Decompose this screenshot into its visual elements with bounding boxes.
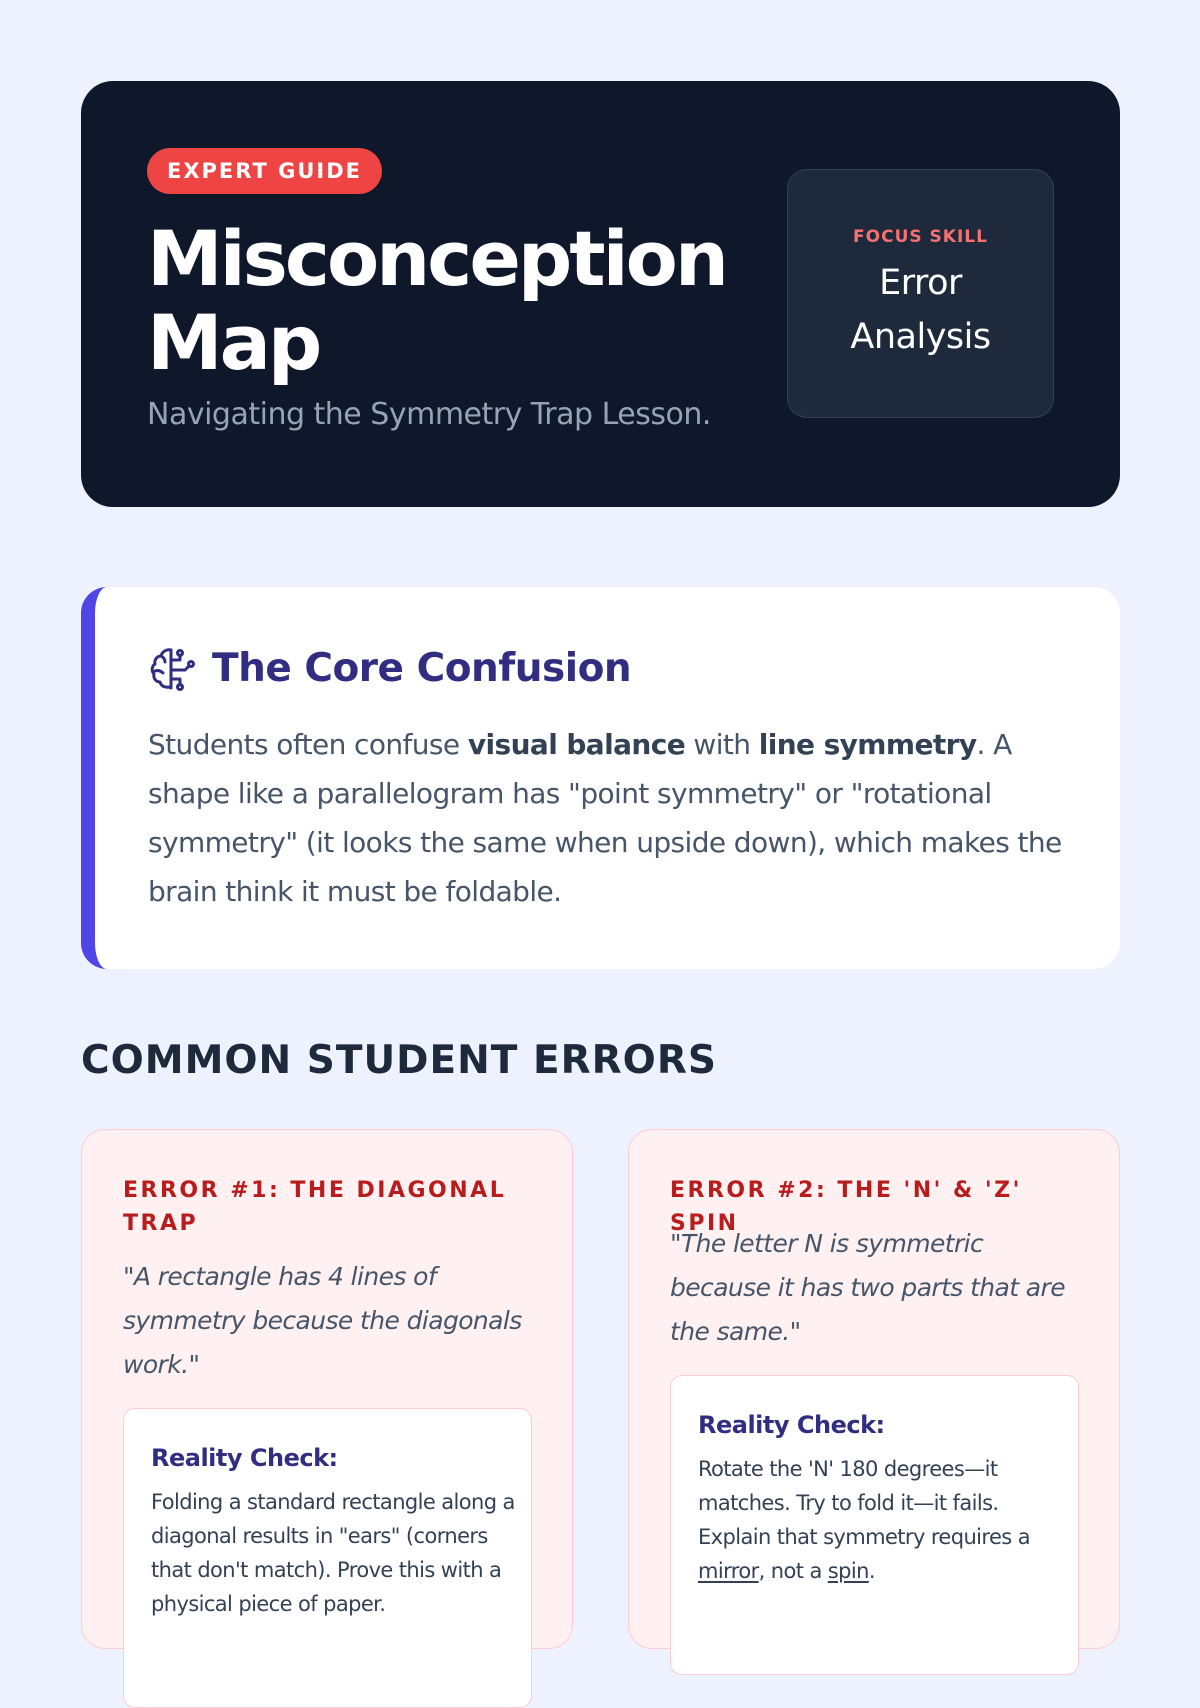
reality-text-part3: . bbox=[868, 1559, 875, 1583]
common-errors-heading: COMMON STUDENT ERRORS bbox=[81, 1038, 717, 1083]
focus-skill-label: FOCUS SKILL bbox=[853, 227, 988, 247]
error-card-1 bbox=[81, 1129, 573, 1649]
reality-check-box bbox=[670, 1375, 1079, 1675]
page-title-line2: Map bbox=[147, 298, 320, 387]
core-confusion-card bbox=[81, 587, 1120, 969]
core-text-part3: . A shape like a parallelogram has "point symmetry" or "rotational symmetry" (it looks the same when upside down), which makes the brain think it must be foldable. bbox=[148, 728, 1062, 908]
focus-skill-card bbox=[787, 169, 1054, 418]
hero-banner bbox=[81, 81, 1120, 507]
error-card-quote: "A rectangle has 4 lines of symmetry because the diagonals work." bbox=[123, 1262, 522, 1379]
error-card-2 bbox=[628, 1129, 1120, 1649]
brain-icon bbox=[148, 644, 198, 694]
core-text-part1: Students often confuse bbox=[148, 728, 468, 761]
focus-skill-value-line1: Error bbox=[879, 263, 962, 303]
reality-check-text bbox=[698, 1452, 1063, 1588]
error-card-title: ERROR #1: THE DIAGONAL TRAP bbox=[123, 1178, 507, 1236]
error-card-quote: "The letter N is symmetric because it has two parts that are the same." bbox=[670, 1229, 1065, 1346]
core-text-part2: with bbox=[685, 728, 759, 761]
page-title bbox=[147, 214, 807, 387]
reality-check-text: Folding a standard rectangle along a diagonal results in "ears" (corners that don't match). Prove this with a physical piece of paper. bbox=[151, 1490, 515, 1616]
focus-skill-value-line2: Analysis bbox=[850, 317, 991, 357]
core-text-bold-line-symmetry: line symmetry bbox=[758, 728, 977, 761]
reality-check-label: Reality Check: bbox=[698, 1411, 885, 1439]
core-confusion-title: The Core Confusion bbox=[212, 646, 632, 691]
reality-check-box bbox=[123, 1408, 532, 1708]
reality-text-part2: , not a bbox=[758, 1559, 828, 1583]
reality-check-label: Reality Check: bbox=[151, 1444, 338, 1472]
page-subtitle: Navigating the Symmetry Trap Lesson. bbox=[147, 397, 711, 432]
reality-text-part1: Rotate the 'N' 180 degrees—it matches. Try to fold it—it fails. Explain that symmetry requires a bbox=[698, 1457, 1030, 1549]
core-confusion-header bbox=[148, 642, 631, 696]
reality-text-underline-spin: spin bbox=[827, 1559, 869, 1583]
focus-skill-value bbox=[788, 256, 1053, 364]
expert-guide-badge: EXPERT GUIDE bbox=[147, 148, 382, 194]
core-confusion-text bbox=[148, 720, 1068, 916]
reality-text-underline-mirror: mirror bbox=[698, 1559, 759, 1583]
error-card-title: ERROR #2: THE 'N' & 'Z' SPIN bbox=[670, 1178, 1022, 1236]
page-title-line1: Misconception bbox=[147, 214, 726, 303]
core-text-bold-visual-balance: visual balance bbox=[467, 728, 686, 761]
